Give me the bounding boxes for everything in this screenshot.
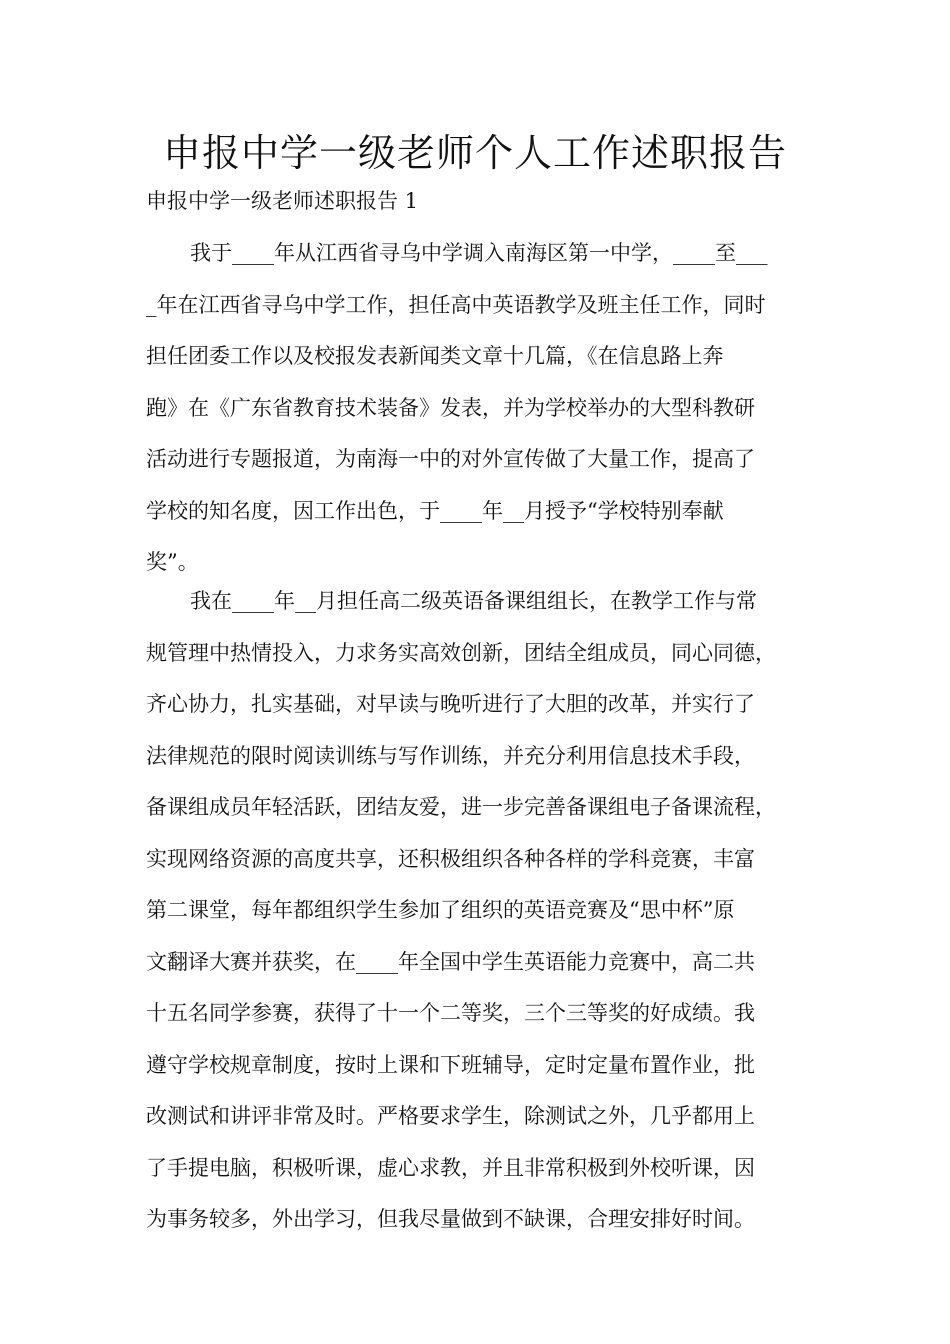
paragraph-line: 奖”。 (146, 550, 199, 574)
document-title: 申报中学一级老师个人工作述职报告 (162, 131, 787, 175)
paragraph-line: 文翻译大赛并获奖，在____年全国中学生英语能力竞赛中，高二共 (146, 949, 755, 974)
paragraph-line: 遵守学校规章制度，按时上课和下班辅导，定时定量布置作业，批 (146, 1052, 755, 1077)
paragraph-line: 我于____年从江西省寻乌中学调入南海区第一中学，____至___ (190, 241, 768, 265)
paragraph-line: 十五名同学参赛，获得了十一个二等奖，三个三等奖的好成绩。我 (146, 1001, 755, 1025)
paragraph-line: 规管理中热情投入，力求务实高效创新，团结全组成员，同心同德， (146, 640, 776, 665)
paragraph-line: 第二课堂，每年都组织学生参加了组织的英语竞赛及“思中杯”原 (146, 898, 735, 922)
paragraph-line: 法律规范的限时阅读训练与写作训练，并充分利用信息技术手段， (146, 743, 755, 768)
paragraph-line: 实现网络资源的高度共享，还积极组织各种各样的学科竞赛，丰富 (146, 846, 755, 871)
paragraph-line: 改测试和讲评非常及时。严格要求学生，除测试之外，几乎都用上 (146, 1104, 755, 1128)
paragraph-line: 跑》在《广东省教育技术装备》发表，并为学校举办的大型科教研 (146, 395, 755, 420)
paragraph-line: 为事务较多，外出学习，但我尽量做到不缺课，合理安排好时间。 (146, 1207, 755, 1231)
paragraph-line: 担任团委工作以及校报发表新闻类文章十几篇，《在信息路上奔 (146, 344, 724, 368)
paragraph-line: 齐心协力，扎实基础，对早读与晚听进行了大胆的改革，并实行了 (146, 692, 755, 716)
paragraph-line: 了手提电脑，积极听课，虚心求教，并且非常积极到外校听课，因 (146, 1155, 755, 1180)
paragraph (146, 228, 806, 589)
paragraph-line: 学校的知名度，因工作出色，于____年__月授予“学校特别奉献 (146, 498, 724, 523)
paragraph (146, 576, 806, 1246)
document-subtitle: 申报中学一级老师述职报告 1 (146, 189, 419, 213)
paragraph-line: _年在江西省寻乌中学工作，担任高中英语教学及班主任工作，同时 (146, 292, 766, 317)
paragraph-line: 我在____年__月担任高二级英语备课组组长，在教学工作与常 (190, 589, 757, 613)
paragraph-line: 活动进行专题报道，为南海一中的对外宣传做了大量工作，提高了 (146, 447, 755, 471)
paragraph-line: 备课组成员年轻活跃，团结友爱，进一步完善备课组电子备课流程， (146, 795, 776, 819)
